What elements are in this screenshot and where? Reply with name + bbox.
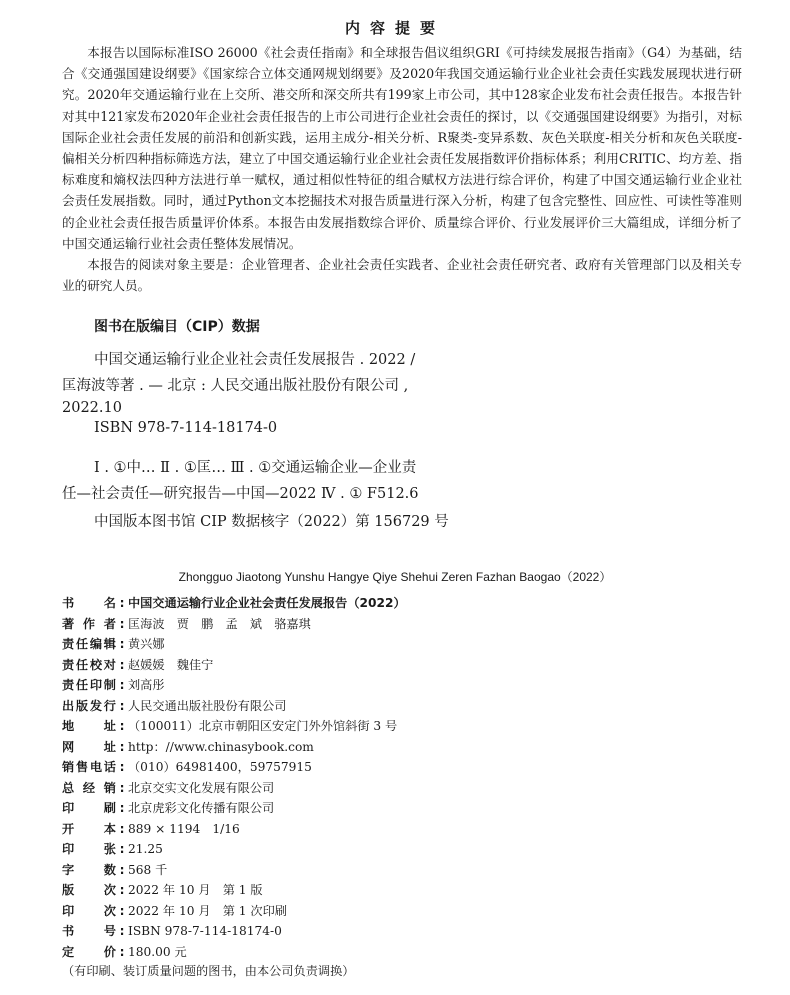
summary-paragraph: 本报告以国际标准ISO 26000《社会责任指南》和全球报告倡议组织GRI《可持续发展报告指南》（G4）为基础，结合《交通强国建设纲要》《国家综合立体交通网规划纲要》及2020年我国交通运输行业企业社会责任实践发展现状进行研究。2020年交通运输行业在上交所、港交所和深交所共有199家上市公司，其中128家企业发布社会责任报告。本报告针对其中121家发布2020年企业社会责任报告的上市公司进行企业社会责任的探讨，以《交通强国建设纲要》为指引，对标国际企业社会责任发展的前沿和创新实践，运用主成分-相关分析、R聚类-变异系数、灰色关联度-相关分析和灰色关联度-偏相关分析四种指标筛选方法，建立了中国交通运输行业企业社会责任发展指数评价指标体系；利用CRITIC、均方差、指标难度和熵权法四种方法进行单一赋权，通过相似性特征的组合赋权方法进行综合评价，构建了中国交通运输行业企业社会责任发展指数。同时，通过Python文本挖掘技术对报告质量进行深入分析，构建了包含完整性、回应性、可读性等准则的企业社会责任报告质量评价体系。本报告由发展指数综合评价、质量综合评价、行业发展评价三大篇组成，详细分析了中国交通运输行业社会责任整体发展情况。	[62, 45, 742, 251]
pub-label: 责任印制	[62, 678, 116, 692]
cip-heading: 图书在版编目（CIP）数据	[94, 319, 260, 335]
pub-value: 568 千	[128, 862, 168, 877]
pub-row-distributor: 总经销 : 北京交实文化发展有限公司	[62, 778, 702, 799]
pub-row-title: 书名 : 中国交通运输行业企业社会责任发展报告（2022）	[62, 593, 702, 614]
cip-number: 中国版本图书馆 CIP 数据核字（2022）第 156729 号	[94, 514, 449, 530]
pub-label: 销售电话	[62, 760, 116, 774]
pub-value: 赵媛媛 魏佳宁	[128, 657, 214, 672]
cip-line: Ⅰ . ①中… Ⅱ . ①匡… Ⅲ . ①交通运输企业—企业责	[94, 460, 417, 476]
cip-line: 匡海波等著 . — 北京 : 人民交通出版社股份有限公司 ,	[62, 378, 409, 394]
cip-line: ISBN 978-7-114-18174-0	[94, 420, 278, 436]
summary-body	[62, 42, 742, 296]
pub-value: 黄兴娜	[128, 637, 165, 651]
pub-row-format: 开本 : 889 × 1194 1/16	[62, 819, 702, 840]
summary-paragraph: 本报告的阅读对象主要是：企业管理者、企业社会责任实践者、企业社会责任研究者、政府有关管理部门以及相关专业的研究人员。	[62, 257, 742, 294]
pub-value: 21.25	[128, 842, 163, 856]
cip-line: 2022.10	[62, 400, 122, 416]
pub-value: （100011）北京市朝阳区安定门外外馆斜街 3 号	[128, 719, 398, 733]
pub-label: 总经销	[62, 780, 116, 795]
pub-row-printing-supervisor: 责任印制 : 刘高彤	[62, 675, 702, 696]
pub-value: http：//www.chinasybook.com	[128, 739, 314, 754]
pub-row-impression: 印次 : 2022 年 10 月 第 1 次印刷	[62, 901, 702, 922]
cip-line: 任—社会责任—研究报告—中国—2022 Ⅳ . ① F512.6	[62, 486, 419, 502]
pub-label: 责任校对	[62, 657, 116, 672]
pub-row-address: 地址 : （100011）北京市朝阳区安定门外外馆斜街 3 号	[62, 716, 702, 737]
pub-row-printer: 印刷 : 北京虎彩文化传播有限公司	[62, 798, 702, 819]
cip-line: 中国交通运输行业企业社会责任发展报告 . 2022 /	[94, 352, 416, 368]
pub-label: 著作者	[62, 616, 116, 631]
pub-label: 出版发行	[62, 698, 116, 713]
pub-value: 2022 年 10 月 第 1 次印刷	[128, 903, 287, 918]
pub-label: 责任编辑	[62, 637, 116, 651]
pub-row-sales-phone: 销售电话 : （010）64981400，59757915	[62, 757, 702, 778]
pub-label: 网址	[62, 739, 116, 754]
pub-label: 开本	[62, 821, 116, 836]
pub-row-edition: 版次 : 2022 年 10 月 第 1 版	[62, 880, 702, 901]
pub-row-authors: 著作者 : 匡海波 贾 鹏 孟 斌 骆嘉琪	[62, 614, 702, 635]
pub-row-publisher: 出版发行 : 人民交通出版社股份有限公司	[62, 696, 702, 717]
pub-value: 180.00 元	[128, 944, 187, 959]
pub-value: 2022 年 10 月 第 1 版	[128, 883, 263, 897]
pub-value: 匡海波 贾 鹏 孟 斌 骆嘉琪	[128, 616, 311, 631]
pub-row-editor: 责任编辑 : 黄兴娜	[62, 634, 702, 655]
pub-value: 人民交通出版社股份有限公司	[128, 698, 287, 713]
pub-label: 印次	[62, 903, 116, 918]
pub-value: 北京虎彩文化传播有限公司	[128, 801, 275, 815]
pub-label: 书名	[62, 596, 116, 610]
pub-value: 中国交通运输行业企业社会责任发展报告（2022）	[128, 596, 406, 610]
pub-value: （010）64981400，59757915	[128, 760, 312, 774]
publication-details	[62, 593, 702, 962]
pub-row-website: 网址 : http：//www.chinasybook.com	[62, 737, 702, 758]
pub-label: 版次	[62, 883, 116, 897]
pub-label: 印刷	[62, 801, 116, 815]
pub-label: 印张	[62, 842, 116, 856]
pinyin-title: Zhongguo Jiaotong Yunshu Hangye Qiye Shehui Zeren Fazhan Baogao（2022）	[178, 570, 612, 584]
quality-note: （有印刷、装订质量问题的图书，由本公司负责调换）	[62, 964, 355, 978]
pub-label: 地址	[62, 719, 116, 733]
pub-value: 刘高彤	[128, 678, 165, 692]
pub-row-price: 定价 : 180.00 元	[62, 942, 702, 963]
pub-row-isbn: 书号 : ISBN 978-7-114-18174-0	[62, 921, 702, 942]
pub-row-sheets: 印张 : 21.25	[62, 839, 702, 860]
pub-label: 字数	[62, 862, 116, 877]
pub-row-proofreader: 责任校对 : 赵媛媛 魏佳宁	[62, 655, 702, 676]
summary-title: 内容提要	[344, 19, 445, 37]
pub-value: 889 × 1194 1/16	[128, 821, 240, 836]
pub-value: 北京交实文化发展有限公司	[128, 780, 275, 795]
pub-label: 书号	[62, 924, 116, 938]
pub-row-word-count: 字数 : 568 千	[62, 860, 702, 881]
pub-value: ISBN 978-7-114-18174-0	[128, 924, 282, 938]
pub-label: 定价	[62, 944, 116, 959]
